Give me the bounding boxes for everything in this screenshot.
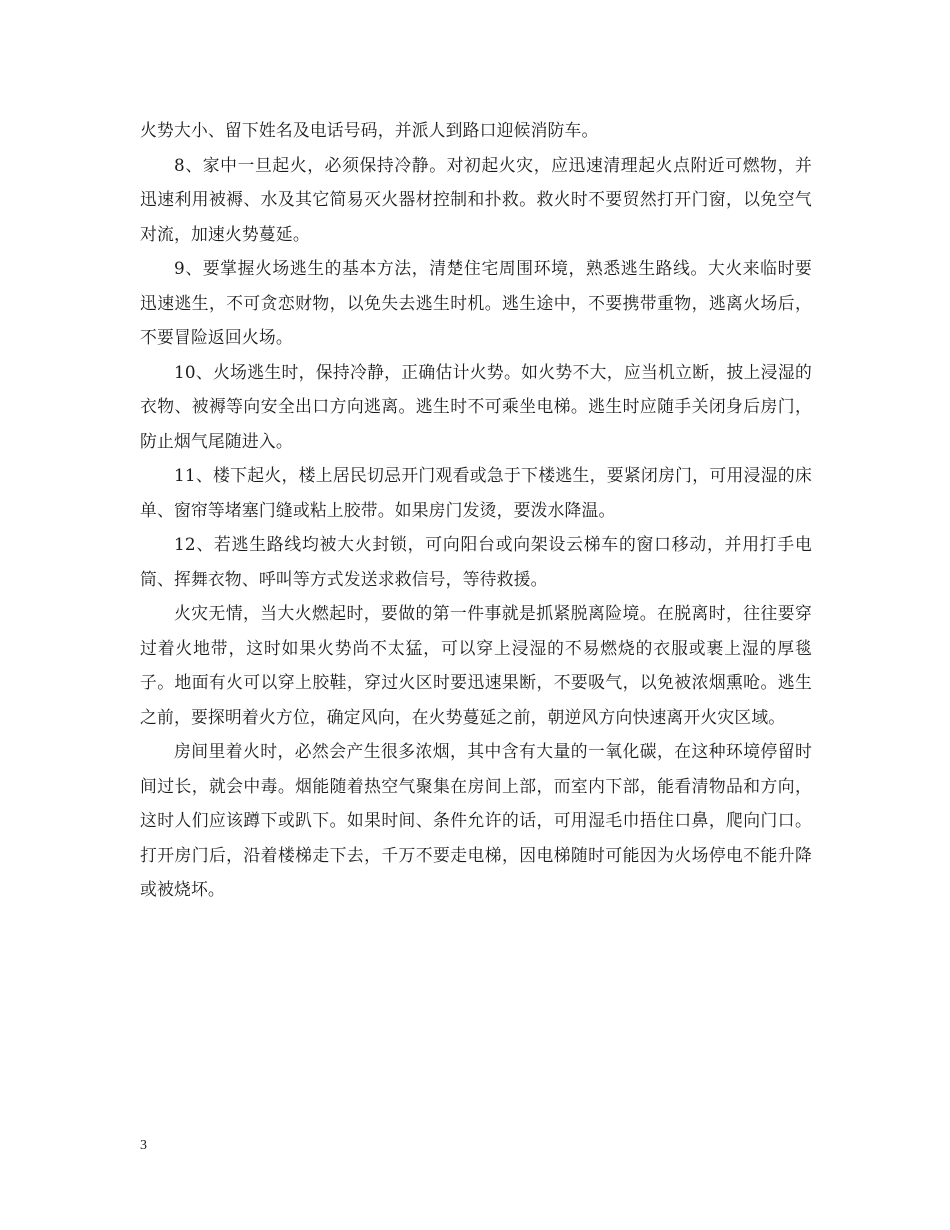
document-body bbox=[140, 113, 812, 907]
paragraph-6: 12、若逃生路线均被大火封锁，可向阳台或向架设云梯车的窗口移动，并用打手电筒、挥舞衣物、呼叫等方式发送求救信号，等待救援。 bbox=[140, 534, 812, 589]
paragraph-8: 房间里着火时，必然会产生很多浓烟，其中含有大量的一氧化碳，在这种环境停留时间过长，就会中毒。烟能随着热空气聚集在房间上部，而室内下部，能看清物品和方向，这时人们应该蹲下或趴下。如果时间、条件允许的话，可用湿毛巾捂住口鼻，爬向门口。打开房门后，沿着楼梯走下去，千万不要走电梯，因电梯随时可能因为火场停电不能升降或被烧坏。 bbox=[140, 741, 812, 899]
paragraph-1: 火势大小、留下姓名及电话号码，并派人到路口迎候消防车。 bbox=[140, 120, 599, 140]
page-number: 3 bbox=[140, 1138, 147, 1153]
paragraph-2: 8、家中一旦起火，必须保持冷静。对初起火灾，应迅速清理起火点附近可燃物，并迅速利用被褥、水及其它简易灭火器材控制和扑救。救火时不要贸然打开门窗，以免空气对流，加速火势蔓延。 bbox=[140, 154, 812, 244]
paragraph-4: 10、火场逃生时，保持冷静，正确估计火势。如火势不大，应当机立断，披上浸湿的衣物、被褥等向安全出口方向逃离。逃生时不可乘坐电梯。逃生时应随手关闭身后房门，防止烟气尾随进入。 bbox=[140, 361, 812, 451]
paragraph-5: 11、楼下起火，楼上居民切忌开门观看或急于下楼逃生，要紧闭房门，可用浸湿的床单、窗帘等堵塞门缝或粘上胶带。如果房门发烫，要泼水降温。 bbox=[140, 465, 812, 520]
paragraph-7: 火灾无情，当大火燃起时，要做的第一件事就是抓紧脱离险境。在脱离时，往往要穿过着火地带，这时如果火势尚不太猛，可以穿上浸湿的不易燃烧的衣服或裹上湿的厚毯子。地面有火可以穿上胶鞋，穿过火区时要迅速果断，不要吸气，以免被浓烟熏呛。逃生之前，要探明着火方位，确定风向，在火势蔓延之前，朝逆风方向快速离开火灾区域。 bbox=[140, 603, 812, 727]
paragraph-3: 9、要掌握火场逃生的基本方法，清楚住宅周围环境，熟悉逃生路线。大火来临时要迅速逃生，不可贪恋财物，以免失去逃生时机。逃生途中，不要携带重物，逃离火场后，不要冒险返回火场。 bbox=[140, 258, 812, 347]
